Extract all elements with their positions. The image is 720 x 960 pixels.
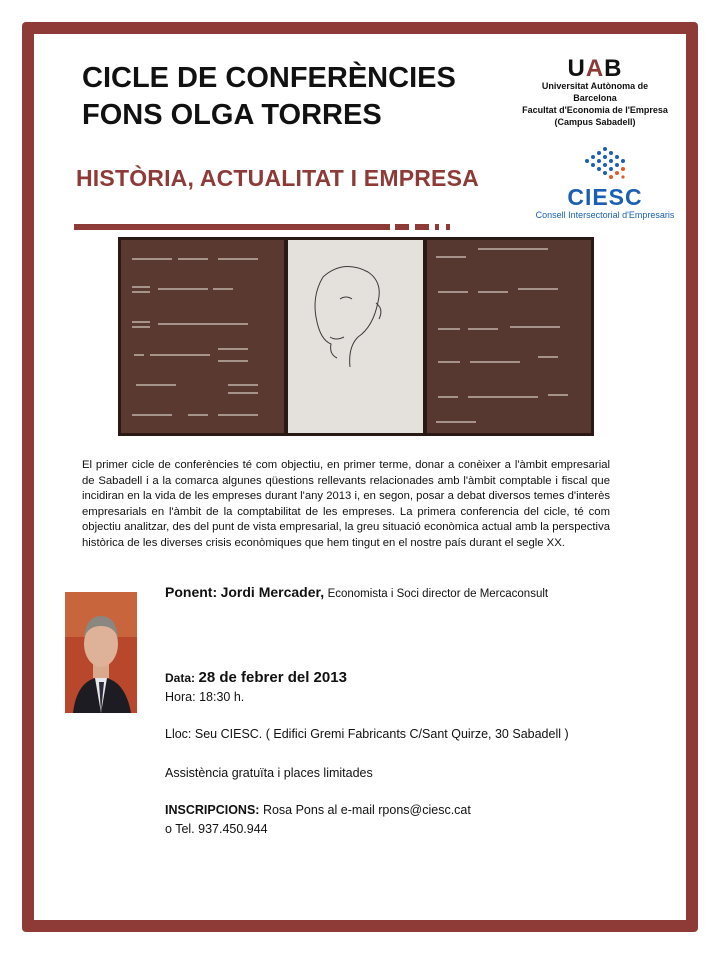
title-line-2: FONS OLGA TORRES: [82, 99, 382, 131]
date-line: [165, 669, 347, 686]
speaker-name: Jordi Mercader,: [220, 584, 325, 600]
speaker-role: Economista i Soci director de Mercaconsult: [327, 588, 549, 600]
rule-dash-1: [395, 224, 409, 230]
place-label: Lloc:: [165, 727, 192, 741]
date-label: Data:: [165, 671, 196, 685]
time-label: Hora:: [165, 690, 196, 704]
uab-university: Universitat Autònoma de Barcelona: [541, 81, 649, 103]
time-value: 18:30 h.: [199, 690, 245, 704]
place-line: [165, 727, 569, 741]
rule-dash-3: [435, 224, 439, 230]
cycle-description: El primer cicle de conferències té com objectiu, en primer terme, donar a conèixer a l'àmbit empresarial de Sabadell i a la comarca algunes qüestions rellevants relacionades amb l'àmbit comptable i fiscal que incidiran en la vida de les empreses durant l'any 2013 i, en segon, posar a debat diversos temes d'interès empresarials en l'àmbit de la comptabilitat de les empreses. La primera conferencia del cicle, té com objectiu analitzar, des del punt de vista empresarial, la greu situació econòmica actual amb la perspectiva històrica de les diverses crisis econòmiques que hem tingut en el nostre país durant el segle XX.: [82, 459, 610, 549]
place-value: Seu CIESC. ( Edifici Gremi Fabricants C/Sant Quirze, 30 Sabadell ): [194, 727, 569, 741]
ciesc-name: Consell Intersectorial d'Empresaris: [535, 210, 675, 220]
uab-logo: [520, 55, 670, 128]
speaker-photo: [65, 592, 137, 713]
speaker-label: Ponent:: [165, 584, 218, 600]
registration-label: INSCRIPCIONS:: [165, 803, 260, 817]
phone-line: o Tel. 937.450.944: [165, 822, 268, 836]
attendance-note: Assistència gratuïta i places limitades: [165, 766, 373, 780]
uab-faculty: Facultat d'Economia de l'Empresa: [522, 105, 668, 115]
uab-campus: (Campus Sabadell): [554, 117, 636, 127]
ciesc-dots-icon: [577, 145, 633, 185]
rule-dash-4: [446, 224, 450, 230]
chalkboard-banner-image: [118, 237, 594, 436]
speaker-line: [165, 584, 548, 600]
registration-line: [165, 803, 471, 817]
title-line-1: CICLE DE CONFERÈNCIES: [82, 62, 456, 94]
uab-wordmark: UAB: [567, 55, 623, 82]
event-title: [82, 60, 456, 134]
ciesc-logo: [530, 145, 680, 221]
title-rule: [74, 224, 390, 230]
registration-value: Rosa Pons al e-mail rpons@ciesc.cat: [262, 803, 471, 817]
rule-dash-2: [415, 224, 429, 230]
time-line: [165, 690, 244, 704]
date-value: 28 de febrer del 2013: [198, 669, 347, 686]
event-subtitle: HISTÒRIA, ACTUALITAT I EMPRESA: [76, 165, 479, 191]
ciesc-wordmark: CIESC: [567, 184, 643, 210]
